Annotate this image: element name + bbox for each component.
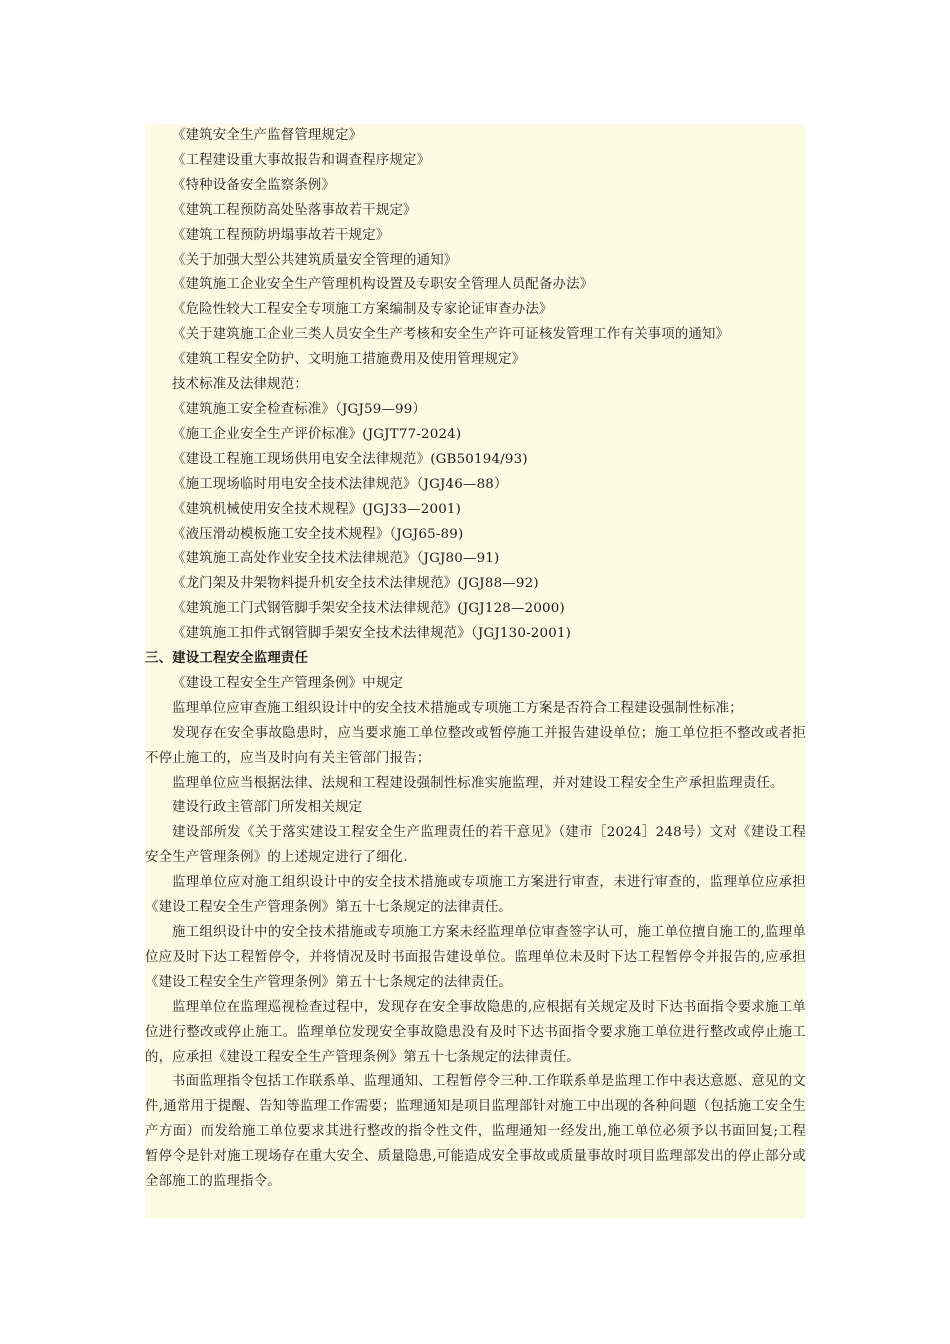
document-page [145,124,806,1219]
standard-item: 《建筑机械使用安全技术规程》(JGJ33—2001) [172,501,462,517]
paragraph: 监理单位应对施工组织设计中的安全技术措施或专项施工方案进行审查，未进行审查的，监理单位应承担《建设工程安全生产管理条例》第五十七条规定的法律责任。 [145,875,806,916]
regulation-item: 《建筑工程预防坍塌事故若干规定》 [172,227,390,243]
paragraph: 书面监理指令包括工作联系单、监理通知、工程暂停令三种.工作联系单是监理工作中表达意愿、意见的文件,通常用于提醒、告知等监理工作需要；监理通知是项目监理部针对施工中出现的各种问题（包括施工安全生产方面）而发给施工单位要求其进行整改的指令性文件，监理通知一经发出,施工单位必须予以书面回复;工程暂停令是针对施工现场存在重大安全、质量隐患,可能造成安全事故或质量事故时项目监理部发出的停止部分或全部施工的监理指令。 [145,1074,806,1190]
paragraph: 发现存在安全事故隐患时，应当要求施工单位整改或暂停施工并报告建设单位；施工单位拒不整改或者拒不停止施工的，应当及时向有关主管部门报告； [145,725,806,766]
standard-item: 《建筑施工安全检查标准》（JGJ59—99） [172,401,427,417]
paragraph: 《建设工程安全生产管理条例》中规定 [172,675,404,691]
standard-item: 《液压滑动模板施工安全技术规程》（JGJ65-89) [172,526,464,542]
paragraph: 监理单位在监理巡视检查过程中，发现存在安全事故隐患的,应根据有关规定及时下达书面指令要求施工单位进行整改或停止施工。监理单位发现安全事故隐患没有及时下达书面指令要求施工单位进行整改或停止施工的，应承担《建设工程安全生产管理条例》第五十七条规定的法律责任。 [145,999,806,1065]
paragraph: 建设部所发《关于落实建设工程安全生产监理责任的若干意见》（建市［2024］248号）文对《建设工程安全生产管理条例》的上述规定进行了细化. [145,825,806,866]
regulation-item: 《建筑安全生产监督管理规定》 [172,128,363,143]
paragraph: 监理单位应当根据法律、法规和工程建设强制性标准实施监理，并对建设工程安全生产承担监理责任。 [172,775,784,791]
standard-item: 《建筑施工门式钢管脚手架安全技术法律规范》(JGJ128—2000) [172,601,565,617]
regulation-item: 《工程建设重大事故报告和调查程序规定》 [172,152,431,168]
regulation-item: 《关于建筑施工企业三类人员安全生产考核和安全生产许可证核发管理工作有关事项的通知》 [172,327,730,343]
regulation-item: 《建筑工程安全防护、文明施工措施费用及使用管理规定》 [172,352,526,368]
regulation-item: 《危险性较大工程安全专项施工方案编制及专家论证审查办法》 [172,302,553,318]
regulation-item: 《关于加强大型公共建筑质量安全管理的通知》 [172,252,458,268]
regulation-item: 《建筑施工企业安全生产管理机构设置及专职安全管理人员配备办法》 [172,277,594,293]
standard-item: 《施工企业安全生产评价标准》(JGJT77-2024) [172,426,462,442]
paragraph: 施工组织设计中的安全技术措施或专项施工方案未经监理单位审查签字认可，施工单位擅自施工的,监理单位应及时下达工程暂停令，并将情况及时书面报告建设单位。监理单位未及时下达工程暂停令并报告的,应承担《建设工程安全生产管理条例》第五十七条规定的法律责任。 [145,925,806,990]
standard-item: 《建筑施工扣件式钢管脚手架安全技术法律规范》（JGJ130-2001) [172,626,572,642]
standard-item: 《建筑施工高处作业安全技术法律规范》（JGJ80—91) [172,551,500,567]
paragraph: 监理单位应审查施工组织设计中的安全技术措施或专项施工方案是否符合工程建设强制性标准； [172,700,743,716]
section-heading: 三、建设工程安全监理责任 [145,651,309,667]
standards-heading: 技术标准及法律规范： [172,377,308,393]
standard-item: 《龙门架及井架物料提升机安全技术法律规范》(JGJ88—92) [172,576,539,592]
paragraph: 建设行政主管部门所发相关规定 [172,800,363,816]
regulation-item: 《特种设备安全监察条例》 [172,177,336,193]
standard-item: 《建设工程施工现场供用电安全法律规范》(GB50194/93) [172,451,528,467]
regulation-item: 《建筑工程预防高处坠落事故若干规定》 [172,202,417,218]
standard-item: 《施工现场临时用电安全技术法律规范》（JGJ46—88） [172,476,508,492]
